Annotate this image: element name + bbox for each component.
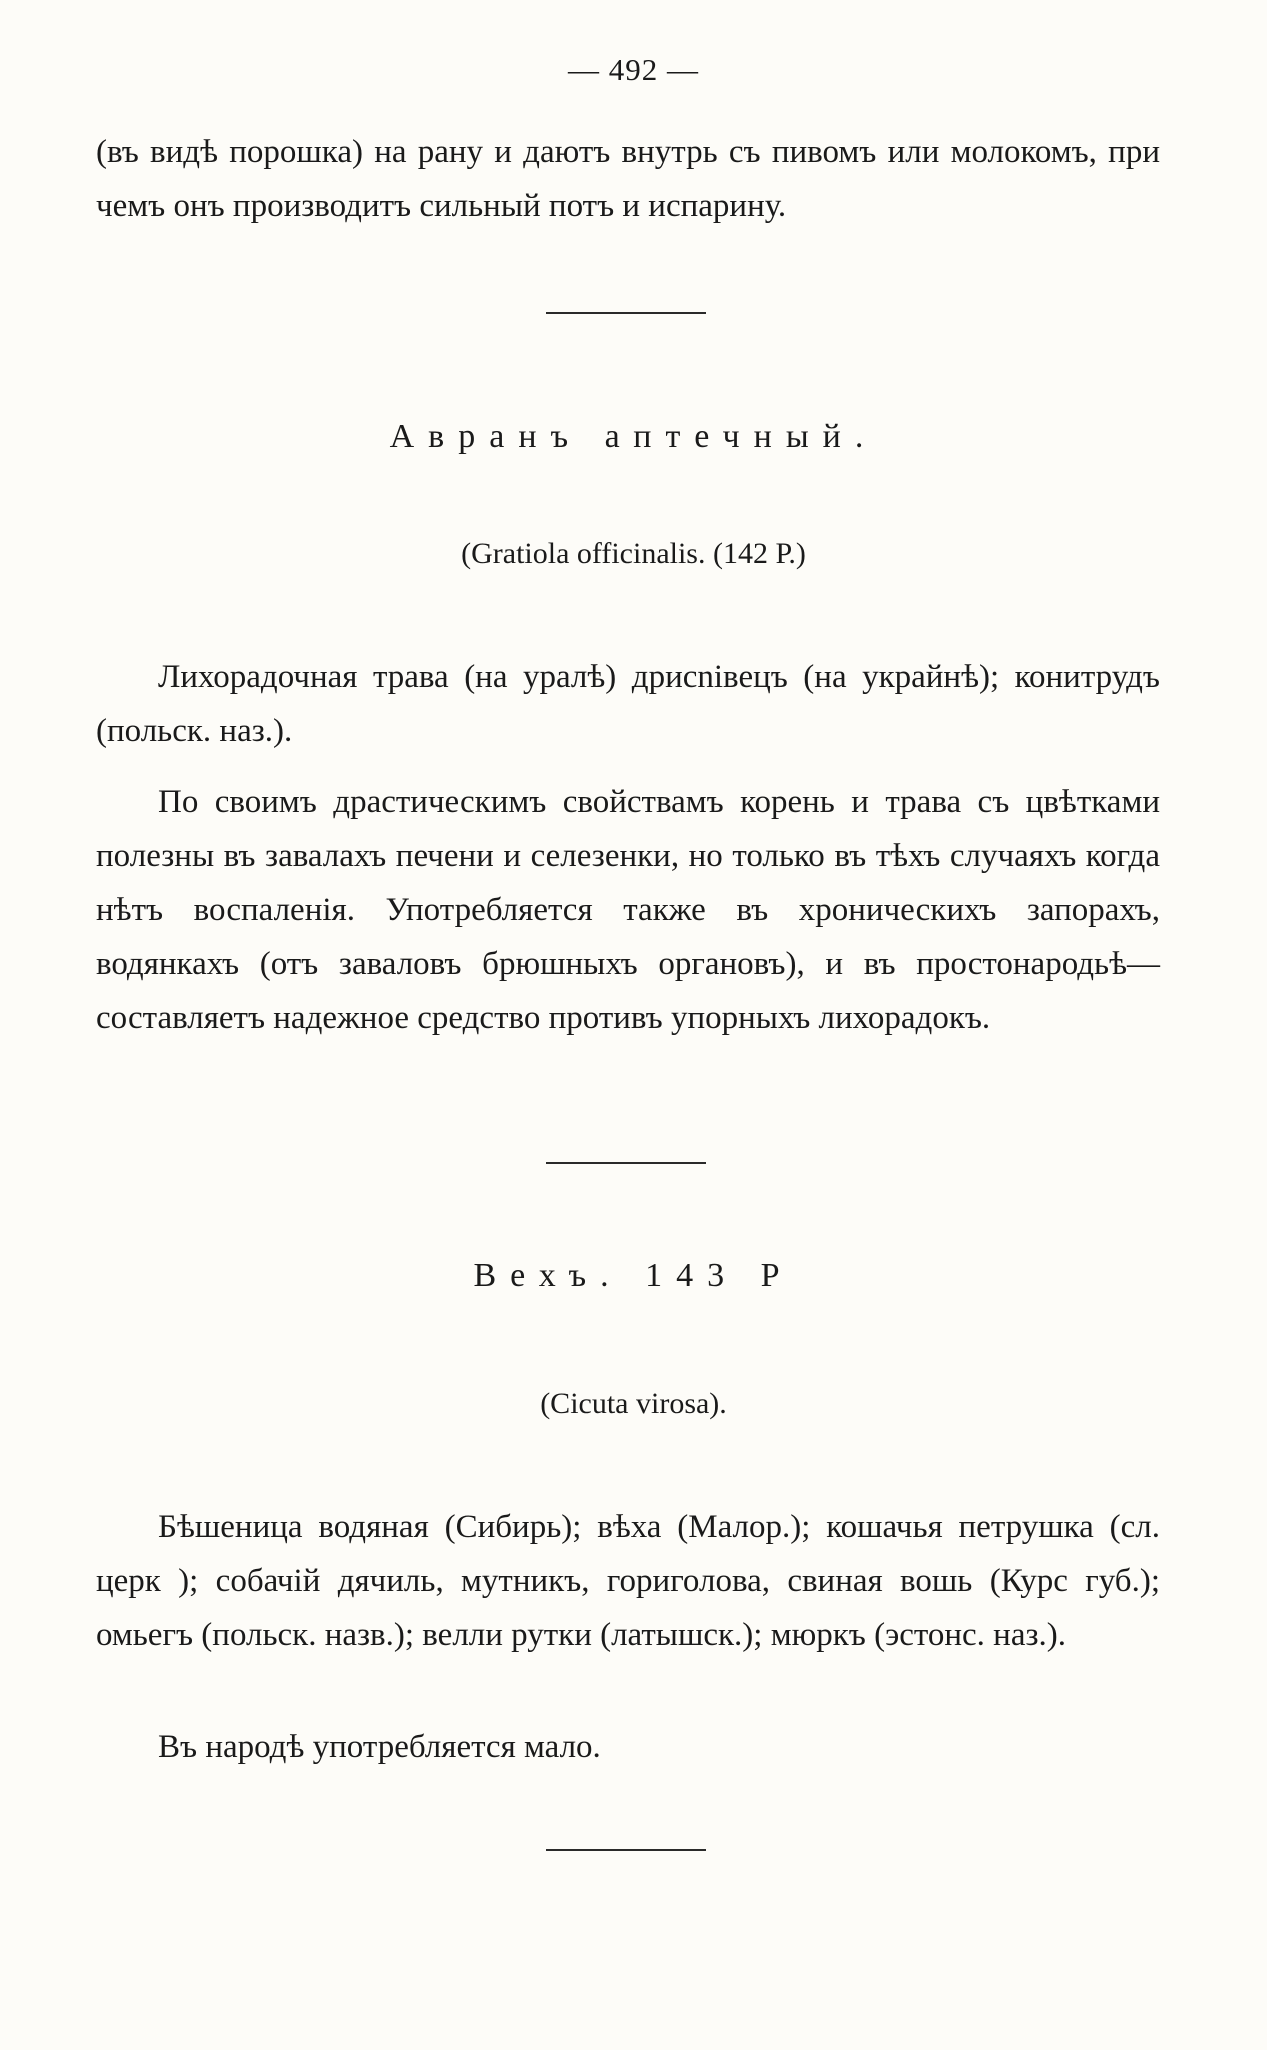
page-number: — 492 —	[568, 52, 699, 87]
entry-title: Авранъ аптечный.	[389, 418, 878, 455]
entry-paragraph: Въ народѣ употребляется мало.	[158, 1729, 601, 1765]
entry-paragraph: По своимъ драстическимъ свойствамъ корень и трава съ цвѣтками полезны въ завалахъ печени и селезенки, но только въ тѣхъ случаяхъ когда нѣтъ воспаленія. Употребляется также въ хроническихъ запорахъ, водянкахъ (отъ заваловъ брюшныхъ органовъ), и въ простонародьѣ—составляетъ надежное средство противъ упорныхъ лихорадокъ.	[96, 784, 1160, 1036]
entry-paragraph: Лихорадочная трава (на уралѣ) дрисniвецъ (на украйнѣ); конитрудъ (польск. наз.).	[96, 659, 1160, 749]
section-divider	[546, 312, 706, 314]
entry-latin-name: (Cicuta virosa).	[540, 1387, 727, 1420]
entry-title: Вехъ. 143 Р	[473, 1257, 794, 1294]
entry-latin-name: (Gratiola officinalis. (142 Р.)	[461, 537, 806, 570]
section-divider	[546, 1162, 706, 1164]
continuation-paragraph: (въ видѣ порошка) на рану и даютъ внутрь съ пивомъ или молокомъ, при чемъ онъ производитъ сильный потъ и испарину.	[96, 134, 1160, 224]
entry-paragraph: Бѣшеница водяная (Сибирь); вѣха (Малор.); кошачья петрушка (сл. церк ); собачій дячиль, мутникъ, гориголова, свиная вошь (Курс губ.); омьегъ (польск. назв.); велли рутки (латышск.); мюркъ (эстонс. наз.).	[96, 1509, 1160, 1653]
section-divider	[546, 1849, 706, 1851]
